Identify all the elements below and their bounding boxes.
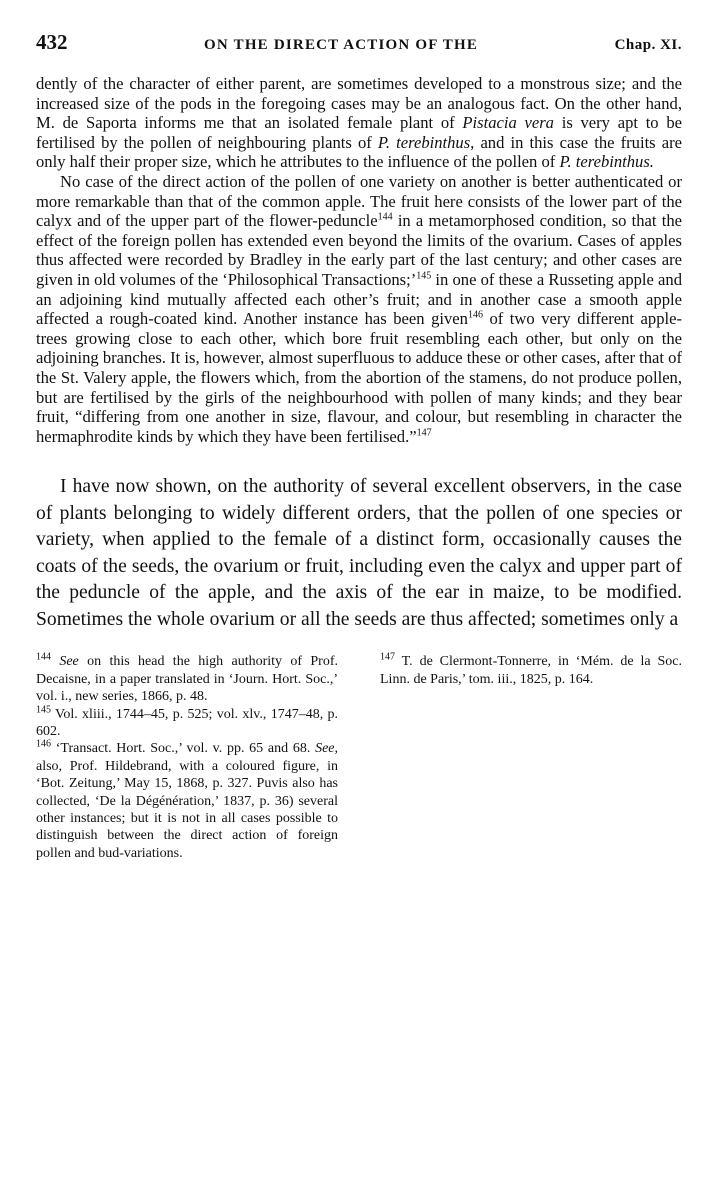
book-page [36, 30, 682, 862]
footnote-ref-146[interactable]: 146 [467, 309, 483, 321]
paragraph-continued: dently of the character of either parent, are sometimes developed to a monstrous size; and the increased size of the pods in the foregoing cases may be an analogous fact. On the other hand, M. de Saporta informs me that an isolated female plant of Pistacia vera is very apt to be fertilised by the pollen of neighbouring plants of P. terebinthus, and in this case the fruits are only half their proper size, which he attributes to the influence of the pollen of P. terebinthus. [36, 74, 682, 172]
footnote-146: $^{146}$ ‘Transact. Hort. Soc.,’ vol. v. pp. 65 and 68. See, also, Prof. Hildebrand, with a coloured figure, in ‘Bot. Zeitung,’ May 15, 1868, p. 327. Puvis also has collected, ‘De la Dégénération,’ 1837, p. 36) several other instances; but it is not in all cases possible to distinguish between the direct action of foreign pollen and bud-variations. [36, 738, 338, 861]
page-number: 432 [36, 30, 68, 54]
footnotes-left-column [36, 653, 338, 862]
small-print-body [36, 74, 682, 446]
paragraph-summary: I have now shown, on the authority of several excellent observers, in the case of plants belonging to widely different orders, that the pollen of one species or variety, when applied to the female of a distinct form, occasionally causes the coats of the seeds, the ovarium or fruit, including even the calyx and upper part of the peduncle of the apple, and the axis of the ear in maize, to be modified. Sometimes the whole ovarium or all the seeds are thus affected; sometimes only a [36, 476, 682, 630]
paragraph-apple: No case of the direct action of the pollen of one variety on another is better authenticated or more remarkable than that of the common apple. The fruit here consists of the lower part of the calyx and of the upper part of the flower-peduncle$^{144}$ in a metamorphosed condition, so that the effect of the foreign pollen has extended even beyond the limits of the ovarium. Cases of apples thus affected were recorded by Bradley in the early part of the last century; and other cases are given in old volumes of the ‘Philosophical Transactions;’$^{145}$ in one of these a Russeting apple and an adjoining kind mutually affected each other’s fruit; and in another case a smooth apple affected a rough-coated kind. Another instance has been given$^{146}$ of two very different apple-trees growing close to each other, which bore fruit resembling each other, but only on the adjoining branches. It is, however, almost superfluous to adduce these or other cases, after that of the St. Valery apple, the flowers which, from the abortion of the stamens, do not produce pollen, but are fertilised by the girls of the neighbourhood with pollen of many kinds; and they bear fruit, “differing from one another in size, flavour, and colour, but resembling in character the hermaphrodite kinds by which they have been fertilised.”$^{147}$ [36, 171, 682, 446]
footnote-ref-147[interactable]: 147 [416, 427, 432, 439]
running-header [36, 30, 682, 58]
footnotes-right-column [380, 653, 682, 862]
footnote-ref-145[interactable]: 145 [416, 270, 432, 282]
running-title: ON THE DIRECT ACTION OF THE [204, 37, 479, 53]
footnote-145: $^{145}$ Vol. xliii., 1744–45, p. 525; vol. xlv., 1747–48, p. 602. [36, 703, 338, 739]
large-print-body [36, 474, 682, 633]
chapter-label: Chap. XI. [614, 37, 682, 53]
footnote-ref-144[interactable]: 144 [377, 211, 393, 223]
footnote-144: $^{144}$ See on this head the high authority of Prof. Decaisne, in a paper translated in ‘Journ. Hort. Soc.,’ vol. i., new series, 1866, p. 48. [36, 651, 338, 705]
footnote-147: $^{147}$ T. de Clermont-Tonnerre, in ‘Mém. de la Soc. Linn. de Paris,’ tom. iii., 1825, p. 164. [380, 651, 682, 687]
footnotes [36, 653, 682, 862]
